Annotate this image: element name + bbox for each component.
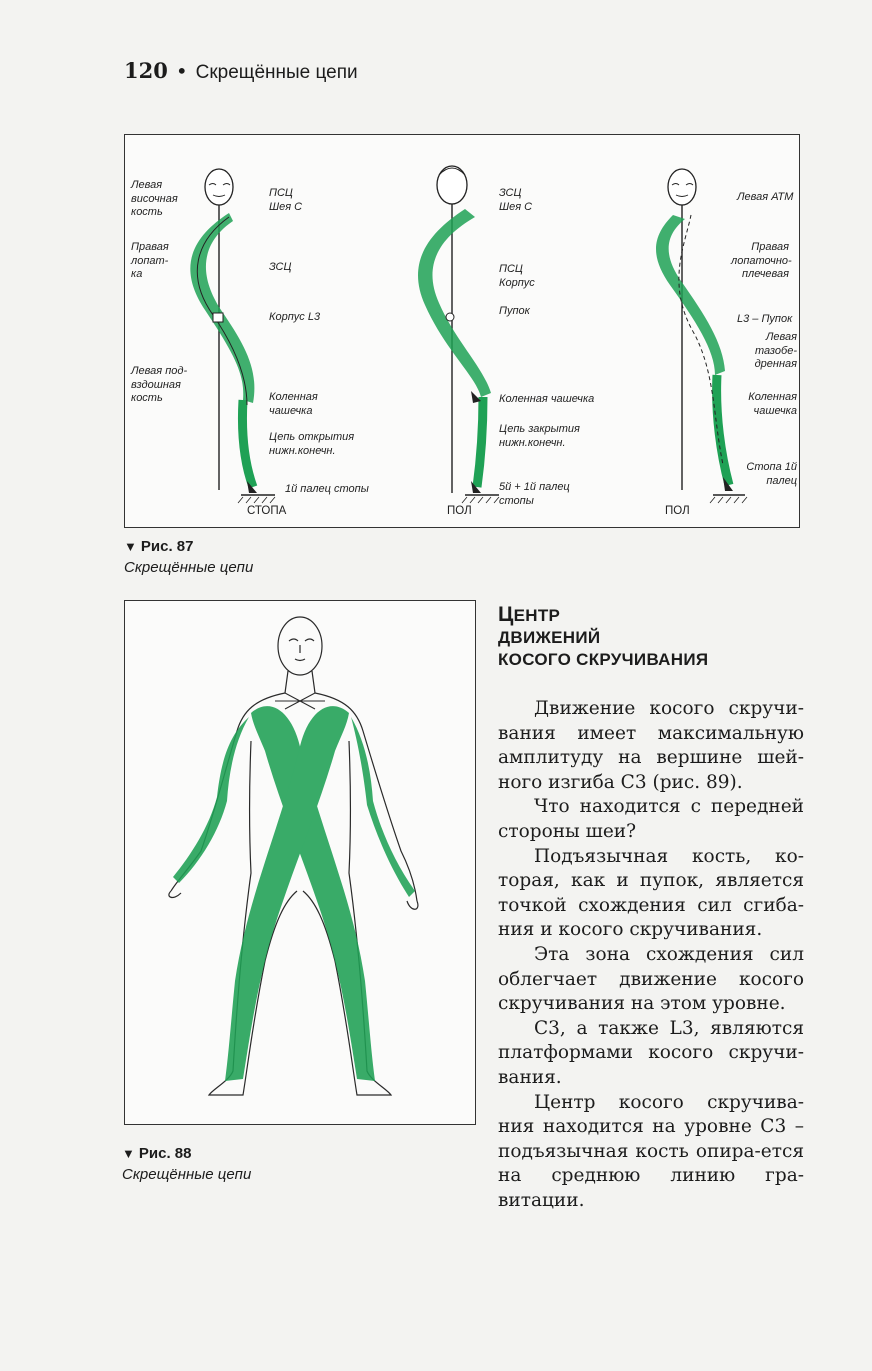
figure-88-caption-id: Рис. 88 [138, 1145, 192, 1162]
paragraph: Центр косого скручива-ния находится на уровне С3 – подъязычная кость опира-ется на среднюю линию гра-витации. [498, 1091, 804, 1211]
paragraph: Подъязычная кость, ко-торая, как и пупок, является точкой схождения сил сгиба-ния и косого скручивания. [498, 845, 804, 941]
neck-cross-lines [275, 693, 325, 709]
p3-bottom-label: ПОЛ [665, 505, 690, 517]
section-heading [498, 604, 798, 671]
p3-label-right-0: Левая АТМ [737, 191, 794, 203]
body-text [498, 697, 804, 1213]
caption-triangle-icon: ▼ [122, 1146, 135, 1161]
paragraph: Что находится с передней стороны шеи? [498, 796, 804, 842]
figure-88 [124, 600, 476, 1125]
p1-bottom-label: СТОПА [247, 505, 287, 517]
paragraph: С3, а также L3, являются платформами косого скручи-вания. [498, 1017, 804, 1088]
page-number: 120 [124, 58, 168, 83]
figure-88-caption-text: Скрещённые цепи [122, 1166, 252, 1183]
p2-label-right-2: Пупок [499, 305, 530, 317]
p3-label-right-3: Левая тазобе- дренная [754, 331, 797, 370]
bleed-through-text [440, 60, 444, 78]
figure-88-illustration [125, 601, 475, 1124]
heading-line-3: КОСОГО СКРУЧИВАНИЯ [498, 650, 709, 669]
p1-label-right-3: Коленная чашечка [269, 391, 318, 417]
figure-87-caption [124, 538, 253, 576]
paragraph: Движение косого скручи-вания имеет максимальную амплитуду на вершине шей-ного изгиба С3 (рис. 89). [498, 698, 804, 793]
figure-87-caption-text: Скрещённые цепи [124, 559, 254, 576]
p1-label-right-2: Корпус L3 [269, 311, 321, 323]
paragraph: Эта зона схождения сил облегчает движение косого скручивания на этом уровне. [498, 943, 804, 1015]
page-header [124, 58, 358, 84]
p1-label-right-1: ЗСЦ [269, 261, 292, 273]
heading-initial: Ц [498, 603, 514, 626]
p2-label-right-1: ПСЦ Корпус [499, 263, 535, 289]
p1-label-right-5: 1й палец стопы [285, 483, 369, 495]
p3-label-right-5: Стопа 1й палец [746, 461, 797, 487]
p2-label-right-5: 5й + 1й палец стопы [499, 481, 570, 507]
p2-label-right-4: Цепь закрытия нижн.конечн. [499, 423, 580, 449]
p1-label-right-0: ПСЦ Шея С [269, 187, 303, 213]
p1-label-left-ilium: Левая под- вздошная кость [131, 365, 188, 404]
figure-87 [124, 134, 800, 528]
p2-label-right-0: ЗСЦ Шея С [499, 187, 533, 213]
heading-rest: ЕНТР [513, 606, 561, 625]
p1-label-right-4: Цепь открытия нижн.конечн. [269, 431, 355, 457]
running-title: Скрещённые цепи [195, 62, 358, 83]
panel3-drawing [656, 169, 747, 503]
header-separator: • [175, 59, 188, 83]
figure-87-illustration [125, 135, 799, 527]
figure-88-caption [122, 1145, 251, 1183]
p2-label-right-3: Коленная чашечка [499, 393, 595, 405]
p2-bottom-label: ПОЛ [447, 505, 472, 517]
p1-label-left-temporal: Левая височная кость [131, 179, 178, 218]
caption-triangle-icon: ▼ [124, 539, 137, 554]
p1-label-left-scapula: Правая лопат- ка [131, 241, 169, 280]
p3-label-right-4: Коленная чашечка [748, 391, 797, 417]
panel1-drawing [190, 169, 275, 503]
figure-87-caption-id: Рис. 87 [140, 538, 194, 555]
p3-label-right-1: Правая лопаточно- плечевая [731, 241, 792, 280]
heading-line-2: ДВИЖЕНИЙ [498, 628, 601, 647]
p3-label-right-2: L3 – Пупок [737, 313, 793, 325]
panel2-drawing [418, 166, 499, 503]
